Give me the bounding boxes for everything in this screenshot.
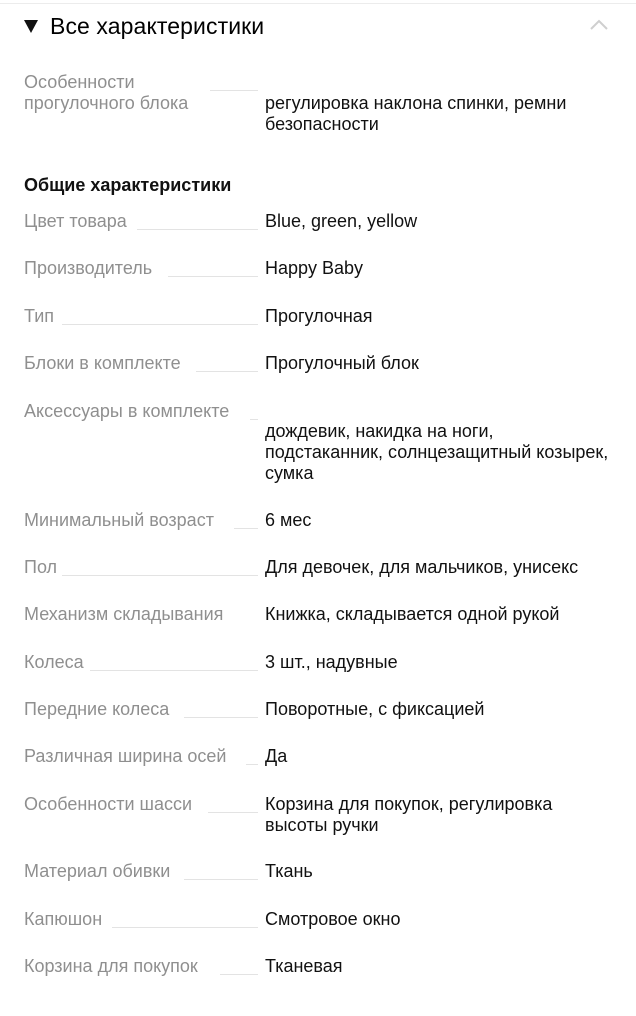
spec-value: Для девочек, для мальчиков, унисекс [265, 557, 579, 577]
leader-line [90, 670, 258, 671]
spec-value: Корзина для покупок, регулировка высоты ручки [265, 794, 553, 835]
spec-value: Ткань [265, 861, 313, 881]
spec-value: Поворотные, с фиксацией [265, 699, 485, 719]
spec-value: Blue, green, yellow [265, 211, 418, 231]
spec-value: дождевик, накидка на ноги, подстаканник, солнцезащитный козырек, сумка [265, 421, 609, 483]
spec-value: Тканевая [265, 956, 343, 976]
spec-label: Пол [24, 557, 58, 577]
spec-value: Да [265, 746, 288, 766]
leader-line [196, 371, 258, 372]
spec-label: Колеса [24, 652, 84, 672]
leader-line [246, 764, 258, 765]
spec-row-stroller-block [24, 72, 614, 142]
spec-value: Смотровое окно [265, 909, 401, 929]
spec-label: Различная ширина осей [24, 746, 227, 766]
leader-line [234, 528, 258, 529]
leader-line [168, 276, 258, 277]
leader-line [62, 324, 258, 325]
leader-line [220, 974, 258, 975]
spec-label [24, 72, 256, 114]
leader-line [137, 229, 258, 230]
triangle-down-icon [24, 20, 38, 33]
spec-label: Производитель [24, 258, 153, 278]
spec-label: Передние колеса [24, 699, 170, 719]
spec-label: Аксессуары в комплекте [24, 401, 230, 421]
spec-label: Цвет товара [24, 211, 127, 231]
all-specs-toggle[interactable] [24, 10, 612, 42]
spec-label: Минимальный возраст [24, 510, 214, 530]
spec-label-line1: Особенности [24, 72, 135, 92]
spec-value: Прогулочная [265, 306, 373, 326]
spec-value: 6 мес [265, 510, 312, 530]
spec-label: Материал обивки [24, 861, 171, 881]
leader-line [208, 812, 258, 813]
leader-line [250, 419, 258, 420]
spec-row [24, 401, 614, 483]
spec-row [24, 794, 614, 854]
spec-value: Happy Baby [265, 258, 364, 278]
top-divider [0, 3, 636, 4]
spec-label: Капюшон [24, 909, 103, 929]
spec-value: 3 шт., надувные [265, 652, 398, 672]
spec-label: Особенности шасси [24, 794, 193, 814]
leader-line [112, 927, 258, 928]
spec-value: регулировка наклона спинки, ремни безопасности [265, 93, 567, 134]
spec-label: Механизм складывания [24, 604, 224, 624]
spec-value: Прогулочный блок [265, 353, 419, 373]
page-title: Все характеристики [50, 12, 265, 39]
spec-row [24, 956, 614, 1016]
spec-label: Корзина для покупок [24, 956, 198, 976]
spec-label: Блоки в комплекте [24, 353, 181, 373]
chevron-up-icon[interactable] [588, 14, 610, 36]
leader-line [184, 717, 258, 718]
spec-value: Книжка, складывается одной рукой [265, 604, 560, 624]
spec-label-line2: прогулочного блока [24, 93, 189, 113]
leader-line [62, 575, 258, 576]
section-title: Общие характеристики [24, 175, 232, 195]
spec-label: Тип [24, 306, 55, 326]
leader-line [210, 90, 258, 91]
leader-line [184, 879, 258, 880]
